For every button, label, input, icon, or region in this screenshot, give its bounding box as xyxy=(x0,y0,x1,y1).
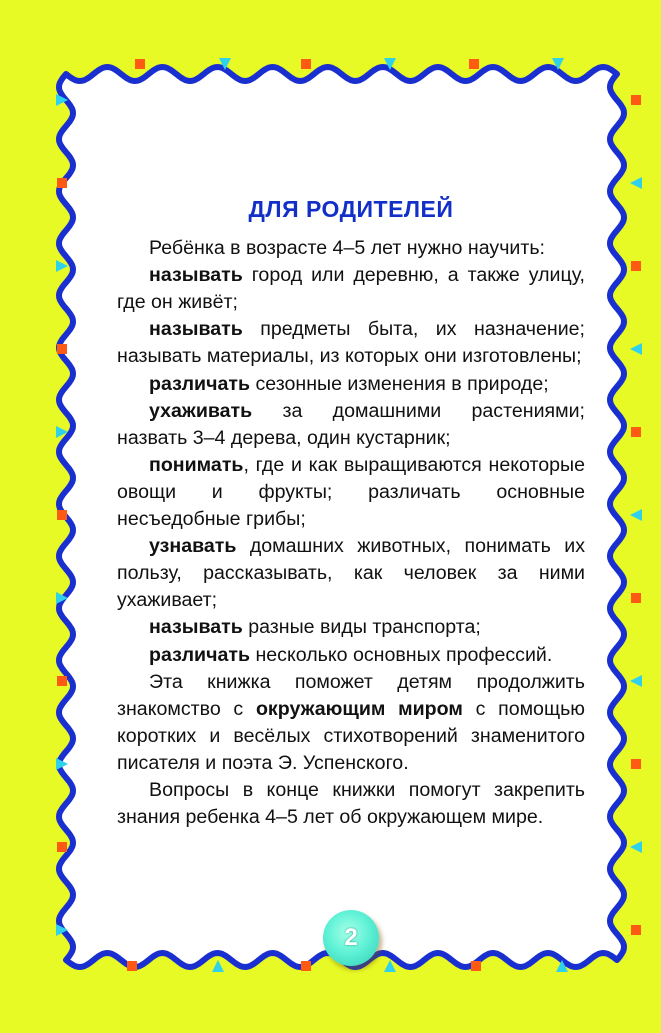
skill-item xyxy=(117,614,585,641)
cyan-triangle-icon xyxy=(56,260,68,272)
skill-verb: ухаживать xyxy=(149,399,253,422)
skill-item xyxy=(117,371,585,398)
orange-square-icon xyxy=(57,676,67,686)
cyan-triangle-icon xyxy=(212,960,224,972)
skill-text: город или деревню, а также улицу, где он живёт; xyxy=(117,264,585,314)
questions-note-paragraph: Вопросы в конце книжки помогут закрепить знания ребенка 4–5 лет об окружающем мире. xyxy=(117,778,585,829)
orange-square-icon xyxy=(135,59,145,69)
intro-paragraph: Ребёнка в возрасте 4–5 лет нужно научить: xyxy=(149,237,545,260)
text-block xyxy=(117,190,585,831)
orange-square-icon xyxy=(57,178,67,188)
cyan-triangle-icon xyxy=(56,758,68,770)
orange-square-icon xyxy=(631,593,641,603)
cyan-triangle-icon xyxy=(384,960,396,972)
cyan-triangle-icon xyxy=(630,841,642,853)
skills-list xyxy=(117,262,585,668)
skill-text: несколько основных профессий. xyxy=(250,643,553,666)
orange-square-icon xyxy=(631,925,641,935)
cyan-triangle-icon xyxy=(56,94,68,106)
orange-square-icon xyxy=(57,344,67,354)
skill-item xyxy=(117,398,585,452)
skill-item xyxy=(117,262,585,316)
skill-text: сезонные изменения в природе; xyxy=(250,372,549,395)
cyan-triangle-icon xyxy=(56,924,68,936)
orange-square-icon xyxy=(631,261,641,271)
skill-verb: различать xyxy=(149,372,250,395)
skill-verb: называть xyxy=(149,264,243,287)
skill-item xyxy=(117,316,585,370)
book-note-after: с помощью коротких и весёлых стихотворений знаменитого писателя и поэта Э. Успенского. xyxy=(117,697,585,774)
orange-square-icon xyxy=(301,961,311,971)
cyan-triangle-icon xyxy=(630,343,642,355)
orange-square-icon xyxy=(469,59,479,69)
skill-verb: различать xyxy=(149,643,250,666)
cyan-triangle-icon xyxy=(630,509,642,521)
book-note-before: Эта книжка поможет детям продолжить знакомство с xyxy=(117,670,585,720)
orange-square-icon xyxy=(631,427,641,437)
skill-text: , где и как выращиваются некоторые овощи и фрукты; различать основные несъедобные грибы; xyxy=(117,453,585,531)
cyan-triangle-icon xyxy=(384,58,396,70)
cyan-triangle-icon xyxy=(56,426,68,438)
orange-square-icon xyxy=(57,842,67,852)
cyan-triangle-icon xyxy=(56,592,68,604)
skill-verb: называть xyxy=(149,318,243,341)
cyan-triangle-icon xyxy=(552,58,564,70)
cyan-triangle-icon xyxy=(556,960,568,972)
orange-square-icon xyxy=(57,510,67,520)
skill-text: за домашними растениями; назвать 3–4 дерева, один кустарник; xyxy=(117,399,585,449)
skill-verb: называть xyxy=(149,616,243,639)
skill-verb: узнавать xyxy=(149,535,237,558)
orange-square-icon xyxy=(631,759,641,769)
cyan-triangle-icon xyxy=(630,675,642,687)
skill-verb: понимать xyxy=(149,453,244,476)
orange-square-icon xyxy=(301,59,311,69)
skill-text: домашних животных, понимать их пользу, рассказывать, как человек за ними ухаживает; xyxy=(117,535,585,612)
cyan-triangle-icon xyxy=(219,58,231,70)
book-note-bold: окружающим миром xyxy=(255,697,463,720)
skill-item xyxy=(117,452,585,533)
page-number-badge: 2 xyxy=(323,910,379,966)
book-note-paragraph xyxy=(117,669,585,777)
page-title: ДЛЯ РОДИТЕЛЕЙ xyxy=(248,196,454,222)
cyan-triangle-icon xyxy=(630,177,642,189)
skill-text: разные виды транспорта; xyxy=(242,616,481,639)
orange-square-icon xyxy=(631,95,641,105)
orange-square-icon xyxy=(471,961,481,971)
skill-item xyxy=(117,533,585,614)
skill-item xyxy=(117,642,585,669)
orange-square-icon xyxy=(127,961,137,971)
skill-text: предметы быта, их назначение; называть материалы, из которых они изготовлены; xyxy=(117,318,585,368)
